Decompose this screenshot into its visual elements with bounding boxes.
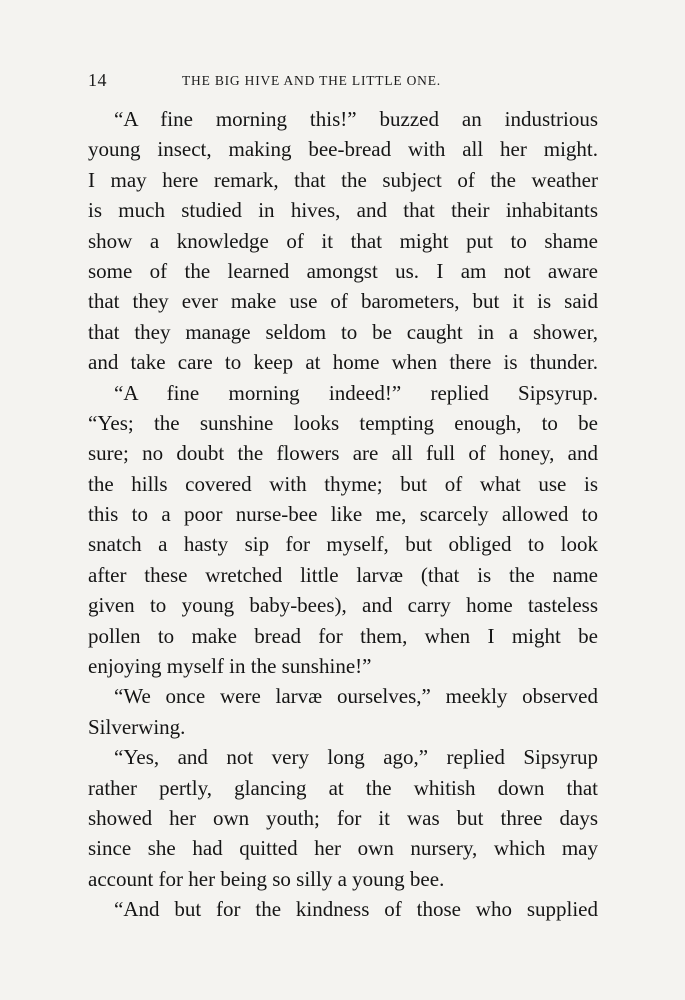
text-line: showed her own youth; for it was but three days xyxy=(88,805,598,830)
text-line: “A fine morning indeed!” replied Sipsyrup. xyxy=(114,380,598,405)
text-line: snatch a hasty sip for myself, but obliged to look xyxy=(88,532,598,557)
running-title: THE BIG HIVE AND THE LITTLE ONE. xyxy=(182,73,441,88)
text-line: enjoying myself in the sunshine!” xyxy=(88,654,372,679)
text-line: that they ever make use of barometers, but it is said xyxy=(88,289,598,314)
text-line: young insect, making bee-bread with all her might. xyxy=(88,137,598,162)
text-line: show a knowledge of it that might put to shame xyxy=(88,228,598,253)
text-line: “A fine morning this!” buzzed an industrious xyxy=(114,107,598,131)
text-line: the hills covered with thyme; but of what use is xyxy=(88,471,598,496)
text-line: pollen to make bread for them, when I might be xyxy=(88,623,598,648)
text-line: is much studied in hives, and that their inhabitants xyxy=(88,198,598,223)
text-line: rather pertly, glancing at the whitish down that xyxy=(88,775,598,800)
page-number: 14 xyxy=(88,70,107,90)
text-line: “Yes; the sunshine looks tempting enough, to be xyxy=(88,410,598,435)
text-line: given to young baby-bees), and carry home tasteless xyxy=(88,593,598,618)
text-line: this to a poor nurse-bee like me, scarcely allowed to xyxy=(88,502,598,527)
text-line: “And but for the kindness of those who supplied xyxy=(114,897,598,922)
text-line: I may here remark, that the subject of the weather xyxy=(88,167,598,192)
text-line: some of the learned amongst us. I am not aware xyxy=(88,258,598,283)
body-text xyxy=(88,104,598,925)
text-line: sure; no doubt the flowers are all full of honey, and xyxy=(88,441,598,466)
text-line: since she had quitted her own nursery, which may xyxy=(88,836,598,861)
text-line: “Yes, and not very long ago,” replied Sipsyrup xyxy=(114,745,598,770)
text-line: and take care to keep at home when there is thunder. xyxy=(88,350,598,375)
page-header xyxy=(88,70,598,94)
text-line: “We once were larvæ ourselves,” meekly observed xyxy=(114,684,598,709)
text-line: that they manage seldom to be caught in a shower, xyxy=(88,319,598,344)
text-line: account for her being so silly a young bee. xyxy=(88,866,445,891)
text-line: Silverwing. xyxy=(88,714,186,739)
text-line: after these wretched little larvæ (that is the name xyxy=(88,562,598,587)
